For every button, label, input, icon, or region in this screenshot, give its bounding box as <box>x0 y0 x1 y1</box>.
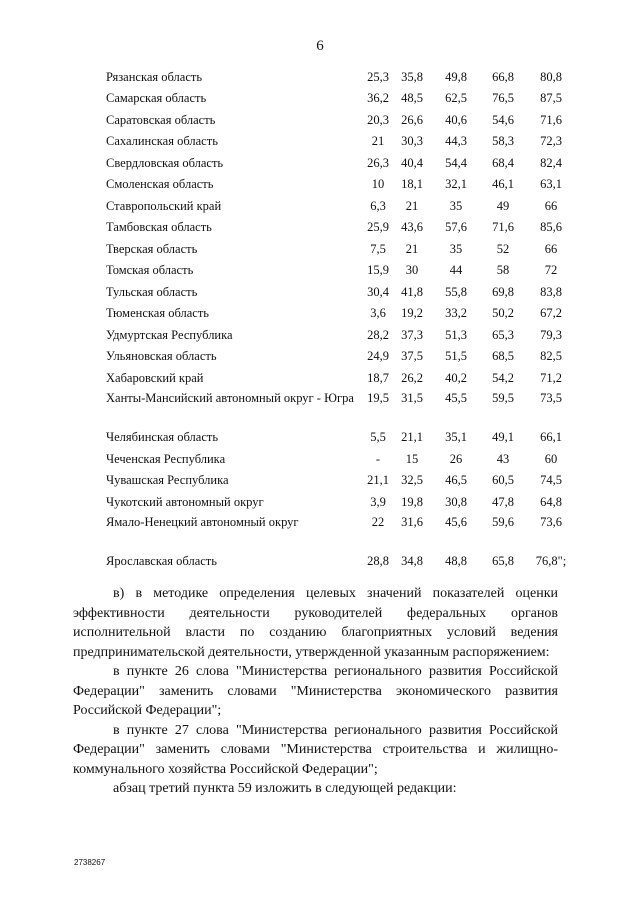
value-cell: 18,1 <box>401 177 423 192</box>
value-cell: 55,8 <box>445 284 467 299</box>
value-cell: 64,8 <box>540 494 562 509</box>
table-row <box>106 88 575 110</box>
value-cell: 72,3 <box>540 134 562 149</box>
value-cell: 71,6 <box>540 112 562 127</box>
value-cell: 24,9 <box>367 349 389 364</box>
region-name: Удмуртская Республика <box>106 327 233 342</box>
table-row <box>106 152 575 174</box>
value-cell: 26,6 <box>401 112 423 127</box>
value-cell: 66 <box>544 241 558 256</box>
value-cell: 15 <box>405 451 419 466</box>
value-cell: 35,8 <box>401 69 423 84</box>
value-cell: 31,6 <box>401 514 423 529</box>
value-cell: 76,5 <box>492 91 514 106</box>
value-cell: 76,8"; <box>535 554 567 569</box>
value-cell: 65,3 <box>492 327 514 342</box>
region-name: Ханты-Мансийский автономный округ - Югра <box>106 390 354 405</box>
region-name: Тюменская область <box>106 306 209 321</box>
value-cell: 54,2 <box>492 370 514 385</box>
value-cell: 73,6 <box>540 514 562 529</box>
value-cell: 46,1 <box>492 177 514 192</box>
value-cell: 82,4 <box>540 155 562 170</box>
value-cell: 49,1 <box>492 430 514 445</box>
paragraph-v: в) в методике определения целевых значений показателей оценки эффективности деятельности руководителей федеральных органов исполнительной власти по созданию благоприятных условий ведения предпринимательской деятельности, утвержденной указанным распоряжением: <box>73 586 558 660</box>
value-cell: 41,8 <box>401 284 423 299</box>
table-row <box>106 470 575 492</box>
value-cell: 30,3 <box>401 134 423 149</box>
region-name: Томская область <box>106 263 194 278</box>
table-row <box>106 324 575 346</box>
value-cell: 49,8 <box>445 69 467 84</box>
value-cell: 32,5 <box>401 473 423 488</box>
value-cell: 37,5 <box>401 349 423 364</box>
value-cell: - <box>375 451 381 466</box>
region-name: Ульяновская область <box>106 349 217 364</box>
value-cell: 3,6 <box>370 306 386 321</box>
value-cell: 21,1 <box>367 473 389 488</box>
paragraph-item-27: в пункте 27 слова "Министерства регионального развития Российской Федерации" заменить словами "Министерства строительства и жилищно-коммунального хозяйства Российской Федерации"; <box>73 722 558 777</box>
region-name: Чувашская Республика <box>106 473 229 488</box>
table-row <box>106 66 575 88</box>
value-cell: 43 <box>496 451 510 466</box>
value-cell: 68,5 <box>492 349 514 364</box>
value-cell: 26 <box>449 451 463 466</box>
value-cell: 79,3 <box>540 327 562 342</box>
value-cell: 65,8 <box>492 554 514 569</box>
value-cell: 85,6 <box>540 220 562 235</box>
value-cell: 57,6 <box>445 220 467 235</box>
value-cell: 30,4 <box>367 284 389 299</box>
region-name: Тамбовская область <box>106 220 212 235</box>
value-cell: 21 <box>405 198 419 213</box>
value-cell: 19,8 <box>401 494 423 509</box>
regions-table <box>106 66 575 572</box>
value-cell: 60 <box>544 451 558 466</box>
value-cell: 66,8 <box>492 69 514 84</box>
value-cell: 54,4 <box>445 155 467 170</box>
table-row <box>106 174 575 196</box>
value-cell: 26,2 <box>401 370 423 385</box>
table-row <box>106 281 575 303</box>
table-row <box>106 491 575 513</box>
table-row <box>106 367 575 389</box>
value-cell: 54,6 <box>492 112 514 127</box>
region-name: Смоленская область <box>106 177 214 192</box>
value-cell: 51,5 <box>445 349 467 364</box>
value-cell: 35 <box>449 241 463 256</box>
value-cell: 60,5 <box>492 473 514 488</box>
value-cell: 73,5 <box>540 390 562 405</box>
value-cell: 45,5 <box>445 390 467 405</box>
value-cell: 67,2 <box>540 306 562 321</box>
value-cell: 28,8 <box>367 554 389 569</box>
value-cell: 58,3 <box>492 134 514 149</box>
region-name: Хабаровский край <box>106 370 204 385</box>
value-cell: 28,2 <box>367 327 389 342</box>
value-cell: 21 <box>371 134 385 149</box>
value-cell: 69,8 <box>492 284 514 299</box>
value-cell: 49 <box>496 198 510 213</box>
region-name: Тверская область <box>106 241 198 256</box>
value-cell: 35 <box>449 198 463 213</box>
value-cell: 52 <box>496 241 510 256</box>
value-cell: 20,3 <box>367 112 389 127</box>
value-cell: 22 <box>371 514 385 529</box>
region-name: Саратовская область <box>106 112 216 127</box>
value-cell: 66,1 <box>540 430 562 445</box>
body-text <box>73 584 558 799</box>
value-cell: 34,8 <box>401 554 423 569</box>
table-row <box>106 217 575 239</box>
value-cell: 48,8 <box>445 554 467 569</box>
table-row <box>106 195 575 217</box>
table-row <box>106 303 575 325</box>
value-cell: 30,8 <box>445 494 467 509</box>
value-cell: 40,4 <box>401 155 423 170</box>
paragraph-item-26: в пункте 26 слова "Министерства регионального развития Российской Федерации" заменить словами "Министерства экономического развития Российской Федерации"; <box>73 664 558 718</box>
value-cell: 26,3 <box>367 155 389 170</box>
value-cell: 62,5 <box>445 91 467 106</box>
table-row <box>106 260 575 282</box>
value-cell: 18,7 <box>367 370 389 385</box>
value-cell: 82,5 <box>540 349 562 364</box>
table-row <box>106 109 575 131</box>
value-cell: 35,1 <box>445 430 467 445</box>
value-cell: 71,2 <box>540 370 562 385</box>
value-cell: 71,6 <box>492 220 514 235</box>
value-cell: 44 <box>449 263 463 278</box>
value-cell: 25,3 <box>367 69 389 84</box>
value-cell: 40,2 <box>445 370 467 385</box>
value-cell: 40,6 <box>445 112 467 127</box>
table-row <box>106 389 575 427</box>
page-number: 6 <box>316 38 324 54</box>
region-name: Тульская область <box>106 284 198 299</box>
value-cell: 80,8 <box>540 69 562 84</box>
value-cell: 72 <box>544 263 558 278</box>
table-row <box>106 427 575 449</box>
region-name: Сахалинская область <box>106 134 218 149</box>
region-name: Ярославская область <box>106 554 217 569</box>
value-cell: 32,1 <box>445 177 467 192</box>
value-cell: 44,3 <box>445 134 467 149</box>
value-cell: 43,6 <box>401 220 423 235</box>
value-cell: 31,5 <box>401 390 423 405</box>
value-cell: 19,5 <box>367 390 389 405</box>
value-cell: 25,9 <box>367 220 389 235</box>
region-name: Самарская область <box>106 91 207 106</box>
value-cell: 63,1 <box>540 177 562 192</box>
value-cell: 21,1 <box>401 430 423 445</box>
value-cell: 7,5 <box>370 241 386 256</box>
table-row <box>106 513 575 551</box>
value-cell: 45,6 <box>445 514 467 529</box>
region-name: Чеченская Республика <box>106 451 226 466</box>
value-cell: 59,5 <box>492 390 514 405</box>
region-name: Чукотский автономный округ <box>106 494 264 509</box>
value-cell: 37,3 <box>401 327 423 342</box>
value-cell: 87,5 <box>540 91 562 106</box>
region-name: Свердловская область <box>106 155 224 170</box>
table-row <box>106 131 575 153</box>
regions-table-body <box>106 66 575 572</box>
value-cell: 21 <box>405 241 419 256</box>
region-name: Ямало-Ненецкий автономный округ <box>106 514 299 529</box>
value-cell: 3,9 <box>370 494 386 509</box>
value-cell: 58 <box>496 263 510 278</box>
value-cell: 36,2 <box>367 91 389 106</box>
value-cell: 30 <box>405 263 419 278</box>
value-cell: 83,8 <box>540 284 562 299</box>
value-cell: 46,5 <box>445 473 467 488</box>
value-cell: 15,9 <box>367 263 389 278</box>
value-cell: 33,2 <box>445 306 467 321</box>
table-row <box>106 346 575 368</box>
value-cell: 50,2 <box>492 306 514 321</box>
paragraph-item-59: абзац третий пункта 59 изложить в следующей редакции: <box>113 781 457 796</box>
value-cell: 19,2 <box>401 306 423 321</box>
value-cell: 59,6 <box>492 514 514 529</box>
value-cell: 66 <box>544 198 558 213</box>
region-name: Рязанская область <box>106 69 203 84</box>
value-cell: 47,8 <box>492 494 514 509</box>
value-cell: 74,5 <box>540 473 562 488</box>
region-name: Челябинская область <box>106 430 219 445</box>
value-cell: 6,3 <box>370 198 386 213</box>
value-cell: 48,5 <box>401 91 423 106</box>
region-name: Ставропольский край <box>106 198 222 213</box>
value-cell: 10 <box>371 177 385 192</box>
value-cell: 68,4 <box>492 155 514 170</box>
table-row <box>106 238 575 260</box>
value-cell: 51,3 <box>445 327 467 342</box>
table-row <box>106 551 575 573</box>
table-row <box>106 448 575 470</box>
value-cell: 5,5 <box>370 430 386 445</box>
document-code: 2738267 <box>74 858 106 867</box>
